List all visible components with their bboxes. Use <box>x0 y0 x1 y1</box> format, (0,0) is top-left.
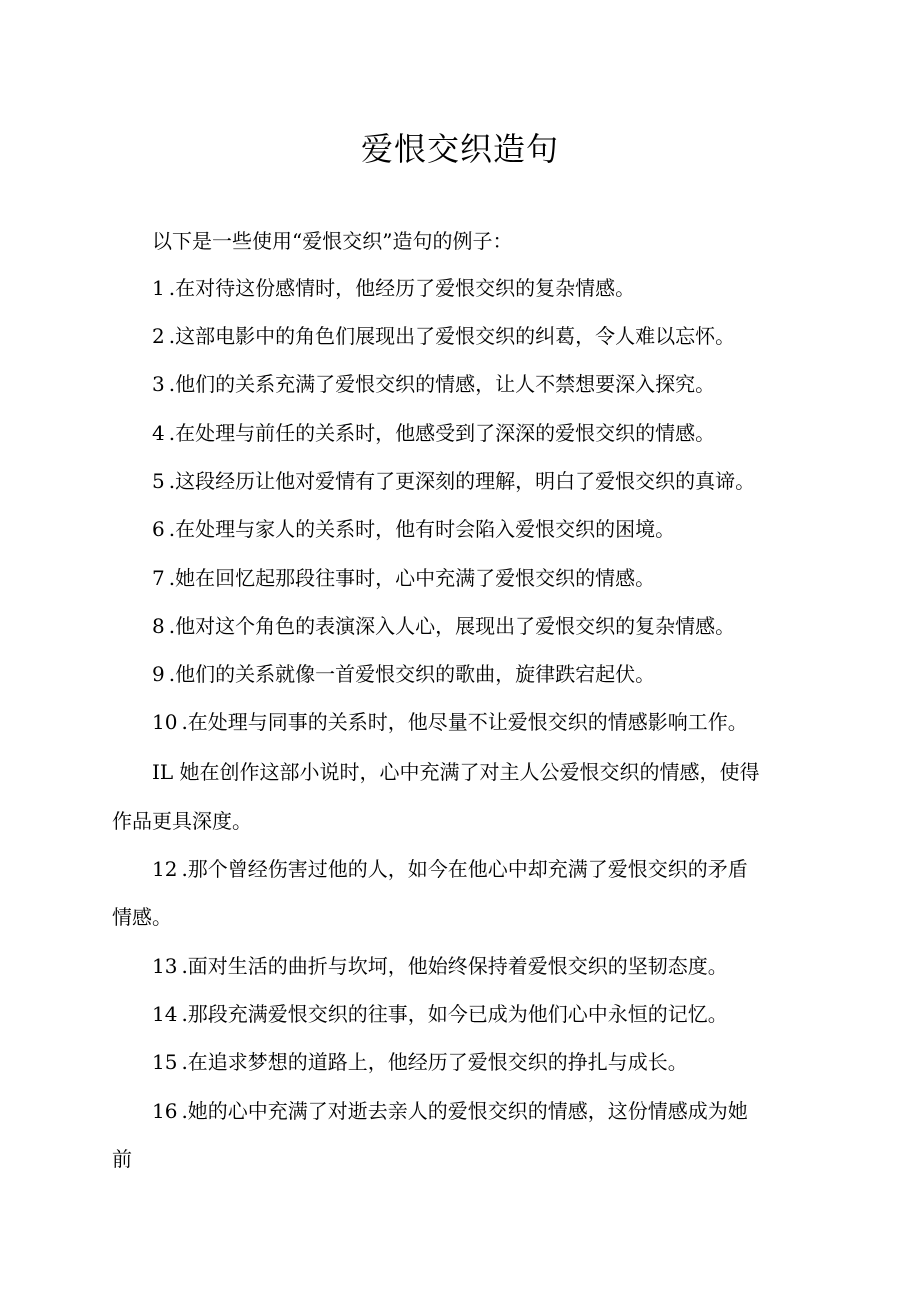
item-number: 3 <box>152 372 165 396</box>
list-item <box>152 659 655 689</box>
item-number: 2 <box>152 324 165 348</box>
item-number: 1 <box>152 276 165 300</box>
item-number: 7 <box>152 566 165 590</box>
item-number: 12 <box>152 857 178 881</box>
list-item <box>152 466 755 496</box>
item-text: .在处理与同事的关系时，他尽量不让爱恨交织的情感影响工作。 <box>181 710 748 734</box>
list-item <box>152 321 735 351</box>
intro-text: 以下是一些使用“爱恨交织”造句的例子： <box>152 229 513 253</box>
list-item <box>152 563 655 593</box>
item-number: 6 <box>152 517 165 541</box>
item-number: 15 <box>152 1050 178 1074</box>
item-text: .那段充满爱恨交织的往事，如今已成为他们心中永恒的记忆。 <box>181 1002 728 1026</box>
item-number: 8 <box>152 614 165 638</box>
list-item <box>152 999 728 1029</box>
item-text: .在处理与家人的关系时，他有时会陷入爱恨交织的困境。 <box>168 517 676 541</box>
list-item-12-line2: 情感。 <box>112 905 172 929</box>
item-number: 4 <box>152 421 165 445</box>
page-title: 爱恨交织造句 <box>360 130 559 168</box>
item-text: .面对生活的曲折与坎坷，他始终保持着爱恨交织的坚韧态度。 <box>181 954 728 978</box>
item-text: .他们的关系充满了爱恨交织的情感，让人不禁想要深入探究。 <box>168 372 716 396</box>
item-number: 13 <box>152 954 178 978</box>
list-item <box>152 418 715 448</box>
list-item <box>152 369 715 399</box>
item-text: .那个曾经伤害过他的人，如今在他心中却充满了爱恨交织的矛盾 <box>181 857 748 881</box>
list-item <box>152 514 675 544</box>
list-item-11-line2: 作品更具深度。 <box>112 809 252 833</box>
list-item <box>152 273 635 303</box>
item-text: .这段经历让他对爱情有了更深刻的理解，明白了爱恨交织的真谛。 <box>168 469 756 493</box>
item-text: .她在回忆起那段往事时，心中充满了爱恨交织的情感。 <box>168 566 656 590</box>
item-number: 16 <box>152 1099 178 1123</box>
item-text: .在对待这份感情时，他经历了爱恨交织的复杂情感。 <box>168 276 636 300</box>
item-text: .在处理与前任的关系时，他感受到了深深的爱恨交织的情感。 <box>168 421 716 445</box>
item-number: 9 <box>152 662 165 686</box>
item-text: .他们的关系就像一首爱恨交织的歌曲，旋律跌宕起伏。 <box>168 662 656 686</box>
list-item <box>152 611 735 641</box>
list-item-16-line2: 前 <box>112 1147 132 1171</box>
item-text: .他对这个角色的表演深入人心，展现出了爱恨交织的复杂情感。 <box>168 614 736 638</box>
list-item-12-line1 <box>152 854 748 884</box>
list-item <box>152 1047 688 1077</box>
item-number: 14 <box>152 1002 178 1026</box>
list-item-16-line1 <box>152 1096 748 1126</box>
list-item <box>152 951 728 981</box>
item-number: 10 <box>152 710 178 734</box>
item-text: .这部电影中的角色们展现出了爱恨交织的纠葛，令人难以忘怀。 <box>168 324 736 348</box>
list-item <box>152 707 748 737</box>
item-text: .她的心中充满了对逝去亲人的爱恨交织的情感，这份情感成为她 <box>181 1099 748 1123</box>
item-number: 5 <box>152 469 165 493</box>
list-item-11-line1: IL 她在创作这部小说时，心中充满了对主人公爱恨交织的情感，使得 <box>152 760 760 784</box>
item-text: .在追求梦想的道路上，他经历了爱恨交织的挣扎与成长。 <box>181 1050 688 1074</box>
